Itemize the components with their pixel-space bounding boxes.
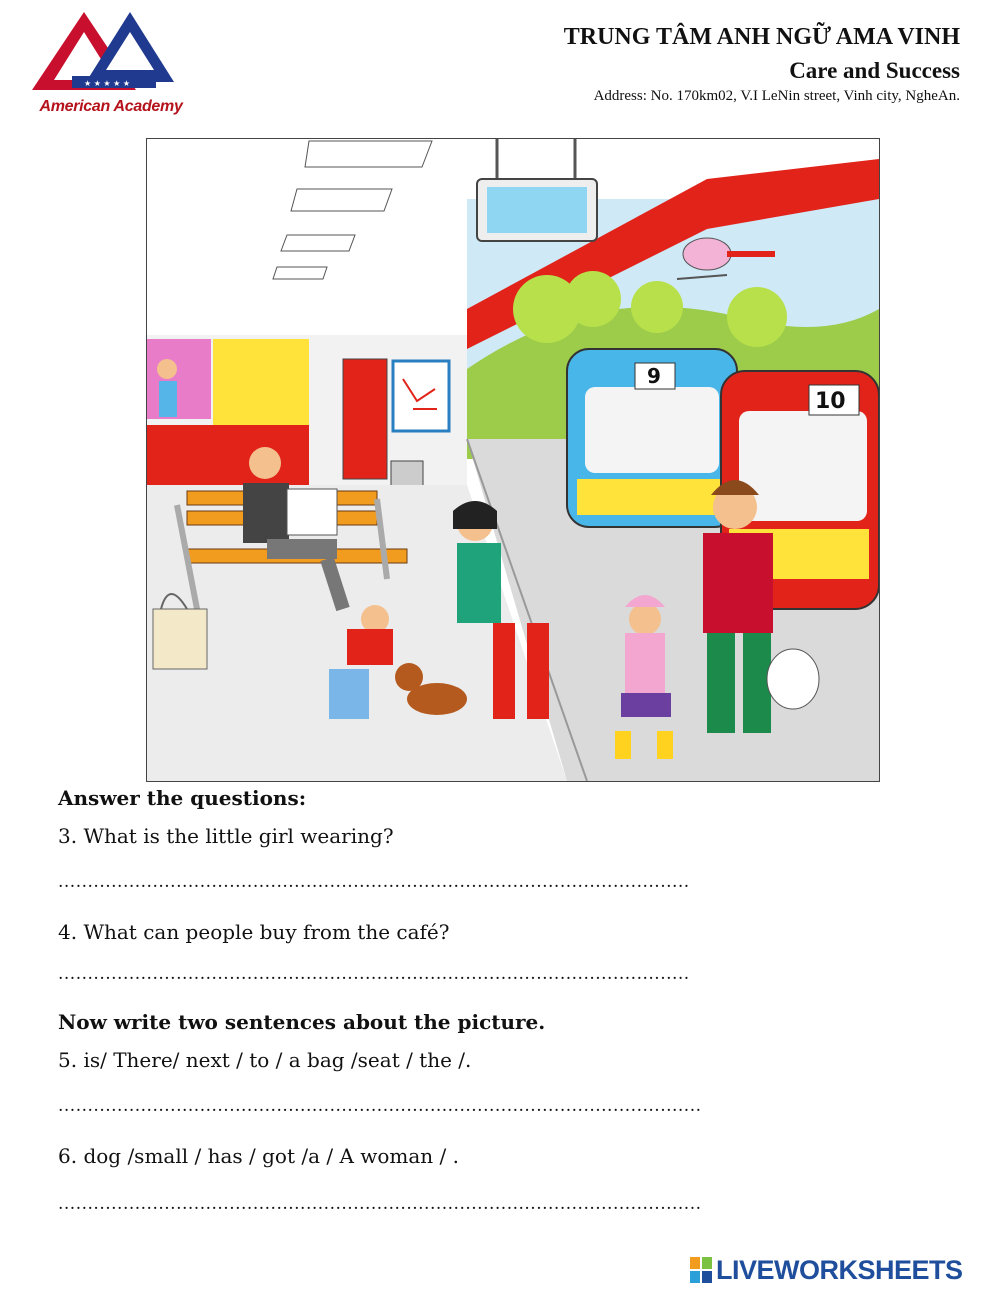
center-title: TRUNG TÂM ANH NGỮ AMA VINH: [563, 24, 960, 50]
question-4: 4. What can people buy from the café?: [58, 920, 450, 944]
liveworksheets-icon: [690, 1257, 712, 1283]
bus-station-illustration: [146, 138, 880, 782]
logo-name: American Academy: [39, 98, 183, 115]
answer-line-6[interactable]: .............................................................................................................: [58, 1194, 702, 1214]
answer-line-3[interactable]: ...........................................................................................................: [58, 872, 690, 892]
bus-number-9: 9: [647, 364, 661, 388]
american-academy-logo: [26, 10, 196, 122]
center-motto: Care and Success: [789, 58, 960, 83]
liveworksheets-brand: [690, 1254, 963, 1286]
svg-text:★ ★ ★ ★ ★: ★ ★ ★ ★ ★: [84, 79, 131, 88]
center-address: Address: No. 170km02, V.I LeNin street, Vinh city, NgheAn.: [593, 88, 960, 104]
answer-line-4[interactable]: ...........................................................................................................: [58, 964, 690, 984]
question-5: 5. is/ There/ next / to / a bag /seat / the /.: [58, 1048, 472, 1072]
bus-number-10: 10: [815, 389, 846, 414]
section1-heading: Answer the questions:: [58, 786, 307, 810]
question-6: 6. dog /small / has / got /a / A woman / .: [58, 1144, 459, 1168]
question-3: 3. What is the little girl wearing?: [58, 824, 394, 848]
section2-heading: Now write two sentences about the picture.: [58, 1010, 546, 1034]
academy-logo-icon: [26, 10, 196, 102]
liveworksheets-text: LIVEWORKSHEETS: [716, 1254, 963, 1285]
answer-line-5[interactable]: .............................................................................................................: [58, 1096, 702, 1116]
